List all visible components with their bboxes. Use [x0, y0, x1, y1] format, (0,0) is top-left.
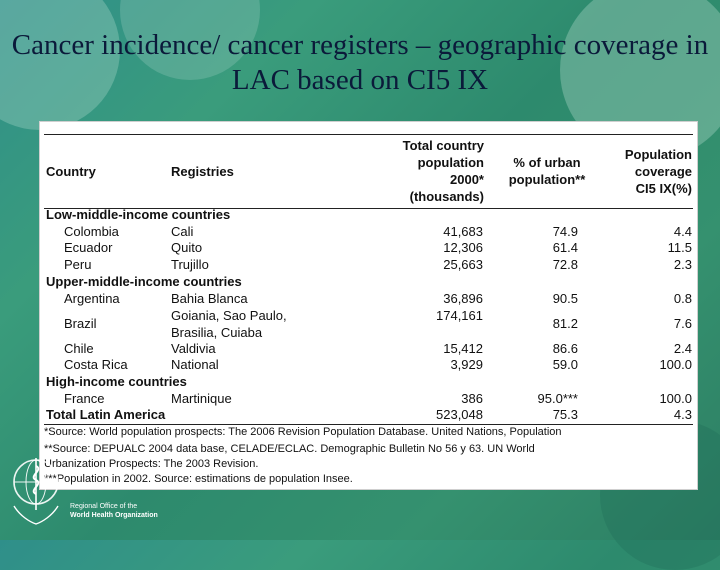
cell-coverage: 2.3	[673, 257, 692, 272]
cell-country: Costa Rica	[64, 357, 128, 372]
cell-country: Brazil	[64, 316, 97, 331]
total-population: 523,048	[436, 407, 483, 422]
total-label: Total Latin America	[46, 407, 166, 422]
header-population-line: Total country	[402, 138, 484, 153]
header-coverage	[600, 146, 692, 197]
header-population	[370, 137, 484, 205]
header-registries: Registries	[171, 164, 234, 179]
total-urban: 75.3	[552, 407, 578, 422]
header-coverage-line: Population	[624, 147, 692, 162]
cell-registry: Brasilia, Cuiaba	[171, 325, 263, 340]
cell-coverage: 4.4	[673, 224, 692, 239]
cell-registry: Bahia Blanca	[171, 291, 248, 306]
cell-coverage: 100.0	[659, 357, 692, 372]
cell-coverage: 7.6	[673, 316, 692, 331]
who-emblem-icon	[6, 452, 66, 532]
cell-urban: 86.6	[552, 341, 578, 356]
header-population-line: (thousands)	[409, 189, 484, 204]
who-logo-line: Regional Office of the	[70, 503, 138, 510]
cell-country: France	[64, 391, 105, 406]
cell-registry: Valdivia	[171, 341, 216, 356]
cell-urban: 72.8	[552, 257, 578, 272]
source-note: **Source: DEPUALC 2004 data base, CELADE/ECLAC. Demographic Bulletin No 56 y 63. UN World	[44, 443, 535, 455]
cell-population: 25,663	[443, 257, 483, 272]
cell-population: 36,896	[443, 291, 483, 306]
cell-urban: 59.0	[552, 357, 578, 372]
cell-population: 12,306	[443, 240, 483, 255]
header-coverage-line: coverage	[634, 164, 692, 179]
header-urban	[492, 154, 602, 188]
table-bottom-rule	[44, 424, 693, 425]
cell-coverage: 0.8	[673, 291, 692, 306]
cell-population: 3,929	[450, 357, 483, 372]
group-high-income: High-income countries	[46, 374, 187, 389]
slide-title: Cancer incidence/ cancer registers – geographic coverage in LAC based on CI5 IX	[11, 29, 709, 96]
header-coverage-line: CI5 IX(%)	[635, 181, 692, 196]
who-logo-text	[70, 502, 158, 520]
cell-population: 41,683	[443, 224, 483, 239]
table-top-rule	[44, 134, 693, 135]
header-population-line: 2000*	[450, 172, 484, 187]
group-low-middle: Low-middle-income countries	[46, 207, 231, 222]
cell-coverage: 100.0	[659, 391, 692, 406]
cell-urban: 81.2	[552, 316, 578, 331]
cell-country: Argentina	[64, 291, 120, 306]
who-logo-line: World Health Organization	[70, 512, 158, 519]
cell-coverage: 2.4	[673, 341, 692, 356]
cell-registry: Quito	[171, 240, 203, 255]
cell-population: 174,161	[436, 308, 483, 323]
group-upper-middle: Upper-middle-income countries	[46, 274, 242, 289]
cell-registry: Cali	[171, 224, 194, 239]
header-country: Country	[46, 164, 96, 179]
cell-registry: Martinique	[171, 391, 232, 406]
header-urban-line: population**	[508, 172, 586, 187]
total-coverage: 4.3	[673, 407, 692, 422]
cell-population: 15,412	[443, 341, 483, 356]
header-population-line: population	[417, 155, 484, 170]
cell-country: Chile	[64, 341, 94, 356]
cell-urban: 95.0***	[537, 391, 578, 406]
who-logo	[6, 452, 206, 532]
cell-urban: 90.5	[552, 291, 578, 306]
table-card	[39, 121, 698, 490]
cell-country: Colombia	[64, 224, 119, 239]
cell-urban: 74.9	[552, 224, 578, 239]
cell-country: Ecuador	[64, 240, 113, 255]
cell-urban: 61.4	[552, 240, 578, 255]
cell-coverage: 11.5	[667, 240, 692, 255]
cell-country: Peru	[64, 257, 92, 272]
source-note: Urbanization Prospects: The 2003 Revision.	[44, 458, 259, 470]
cell-registry: National	[171, 357, 219, 372]
cell-population: 386	[461, 391, 483, 406]
source-note: *Source: World population prospects: The 2006 Revision Population Database. United Nations, Population	[44, 426, 562, 438]
header-urban-line: % of urban	[513, 155, 581, 170]
source-note: ***Population in 2002. Source: estimations de population Insee.	[44, 473, 353, 485]
cell-registry: Goiania, Sao Paulo,	[171, 308, 287, 323]
cell-registry: Trujillo	[171, 257, 209, 272]
